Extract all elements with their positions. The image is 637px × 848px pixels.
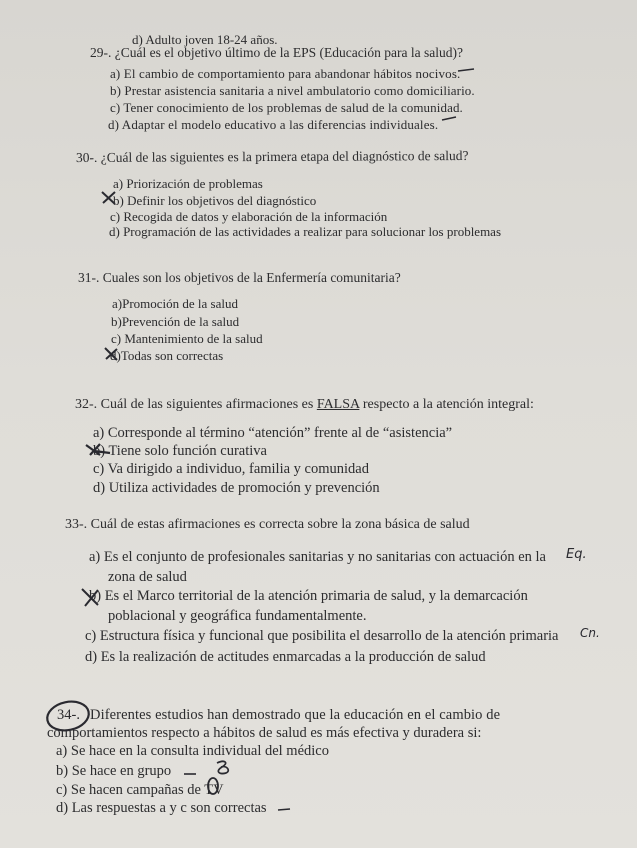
question-34-option-b: b) Se hace en grupo	[56, 763, 172, 779]
question-33-option-b: b) Es el Marco territorial de la atención primaria de salud, y la demarcación	[89, 588, 528, 604]
pen-dash-mark	[276, 802, 296, 820]
question-32-option-d: d) Utiliza actividades de promoción y prevención	[93, 480, 380, 496]
question-29-title: 29-. ¿Cuál es el objetivo último de la EPS (Educación para la salud)?	[90, 45, 464, 60]
question-32-option-b: b) Tiene solo función curativa	[93, 443, 267, 459]
question-30-option-d: d) Programación de las actividades a realizar para solucionar los problemas	[109, 224, 502, 239]
question-34-option-a: a) Se hace en la consulta individual del médico	[56, 743, 329, 759]
question-29-option-a: a) El cambio de comportamiento para abandonar hábitos nocivos.	[110, 66, 461, 81]
question-31-option-b: b)Prevención de la salud	[111, 314, 240, 329]
handwritten-loop-mark	[213, 759, 233, 782]
question-34-title-line1: Diferentes estudios han demostrado que la educación en el cambio de	[90, 707, 501, 723]
question-33-option-c: c) Estructura física y funcional que posibilita el desarrollo de la atención primaria	[85, 628, 559, 644]
question-33-title: 33-. Cuál de estas afirmaciones es correcta sobre la zona básica de salud	[65, 517, 470, 532]
handwritten-note-33a: Eq.	[566, 547, 587, 562]
question-29-option-d: d) Adaptar el modelo educativo a las diferencias individuales.	[108, 117, 439, 132]
question-32-option-a: a) Corresponde al término “atención” frente al de “asistencia”	[93, 425, 453, 441]
question-32-title-end: respecto a la atención integral:	[359, 397, 534, 412]
question-33-option-d: d) Es la realización de actitudes enmarcadas a la producción de salud	[85, 649, 486, 665]
question-32-title-emphasis: FALSA	[316, 397, 360, 412]
question-31-option-a: a)Promoción de la salud	[112, 296, 238, 311]
question-34-option-d: d) Las respuestas a y c son correctas	[56, 800, 267, 816]
question-31-option-c: c) Mantenimiento de la salud	[111, 331, 263, 346]
question-32-option-c: c) Va dirigido a individuo, familia y comunidad	[93, 461, 369, 477]
question-34-option-c: c) Se hacen campañas de TV	[56, 782, 224, 798]
question-29-option-b: b) Prestar asistencia sanitaria a nivel ambulatorio como domiciliario.	[110, 83, 475, 98]
question-34-title-line2: comportamientos respecto a hábitos de salud es más efectiva y duradera si:	[47, 725, 482, 741]
question-31-title: 31-. Cuales son los objetivos de la Enfermería comunitaria?	[78, 270, 401, 285]
question-34-number: 34-.	[57, 707, 80, 723]
question-30-option-b: b) Definir los objetivos del diagnóstico	[113, 193, 317, 208]
question-33-option-b-cont: poblacional y geográfica fundamentalmente.	[108, 608, 367, 624]
question-33-option-a: a) Es el conjunto de profesionales sanitarias y no sanitarias con actuación en la	[89, 549, 546, 565]
question-31-option-d: d)Todas son correctas	[110, 348, 224, 363]
handwritten-note-33c: Cn.	[580, 626, 600, 640]
question-29-option-c: c) Tener conocimiento de los problemas de salud de la comunidad.	[110, 100, 463, 115]
question-33-option-a-cont: zona de salud	[108, 569, 187, 585]
question-30-option-c: c) Recogida de datos y elaboración de la información	[110, 209, 388, 224]
question-30-option-a: a) Priorización de problemas	[113, 176, 263, 191]
question-30-title: 30-. ¿Cuál de las siguientes es la primera etapa del diagnóstico de salud?	[75, 147, 469, 166]
previous-option-d: d) Adulto joven 18-24 años.	[132, 32, 278, 47]
question-32-title-start: 32-. Cuál de las siguientes afirmaciones es	[75, 397, 317, 412]
question-32-title	[75, 397, 534, 413]
